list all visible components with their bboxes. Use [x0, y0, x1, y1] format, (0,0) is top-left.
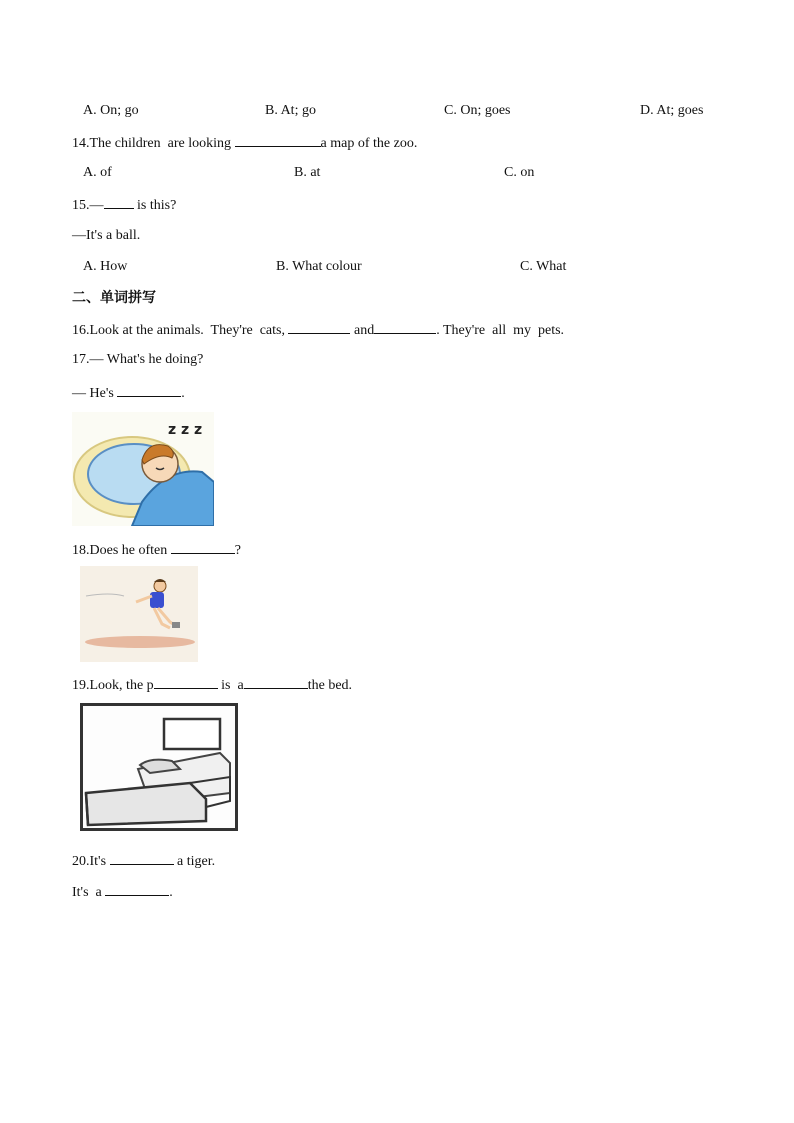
- section-heading: 二、单词拼写: [72, 290, 156, 306]
- q16-text-3: . They're all my pets.: [436, 323, 565, 338]
- q14-option-c: C. on: [504, 165, 535, 180]
- q16-text-2: and: [350, 323, 375, 338]
- q13-option-d: D. At; goes: [640, 103, 704, 118]
- q13-option-c: C. On; goes: [444, 103, 511, 118]
- question-15: [72, 195, 176, 215]
- q13-option-a: A. On; go: [83, 103, 139, 118]
- question-20: [72, 851, 215, 871]
- q17-blank[interactable]: [117, 383, 181, 397]
- q19-blank-1[interactable]: [154, 675, 218, 689]
- q14-option-b: B. at: [294, 165, 321, 180]
- q16-text-1: 16.Look at the animals. They're cats,: [72, 323, 289, 338]
- q16-blank-1[interactable]: [288, 320, 350, 334]
- question-14: [72, 133, 417, 153]
- sleeping-boy-illustration: [72, 412, 214, 526]
- q15-option-b: B. What colour: [276, 259, 362, 274]
- q17-text-before: — He's: [72, 386, 118, 401]
- q20-text-after: a tiger.: [173, 854, 216, 869]
- q15-reply: —It's a ball.: [72, 228, 141, 243]
- q20-line2-before: It's a: [72, 885, 106, 900]
- question-19: [72, 675, 352, 695]
- q20-text-before: 20.It's: [72, 854, 110, 869]
- q20-blank-1[interactable]: [110, 851, 174, 865]
- q15-option-a: A. How: [83, 259, 128, 274]
- q19-blank-2[interactable]: [244, 675, 308, 689]
- q14-blank[interactable]: [235, 133, 321, 147]
- q15-option-c: C. What: [520, 259, 567, 274]
- q18-text-after: ?: [234, 543, 241, 558]
- q14-text-before: 14.The children are looking: [72, 136, 235, 151]
- q18-blank[interactable]: [171, 540, 235, 554]
- q18-text-before: 18.Does he often: [72, 543, 171, 558]
- q17-answer-line: [72, 383, 185, 403]
- q19-text-2: is a: [217, 678, 244, 693]
- q20-blank-2[interactable]: [105, 882, 169, 896]
- bed-with-picture-illustration: [80, 703, 238, 831]
- question-18: [72, 540, 241, 560]
- q15-text-after: is this?: [133, 198, 177, 213]
- q19-text-3: the bed.: [307, 678, 353, 693]
- q15-text-before: 15.—: [72, 198, 104, 213]
- question-16: [72, 320, 564, 340]
- q14-option-a: A. of: [83, 165, 112, 180]
- q13-option-b: B. At; go: [265, 103, 316, 118]
- jumping-boy-illustration: [80, 566, 198, 662]
- question-17: 17.— What's he doing?: [72, 352, 204, 367]
- q16-blank-2[interactable]: [374, 320, 436, 334]
- q19-text-1: 19.Look, the p: [72, 678, 154, 693]
- q20-answer-line: [72, 882, 173, 902]
- q20-line2-after: .: [169, 885, 173, 900]
- q17-text-after: .: [181, 386, 185, 401]
- q14-text-after: a map of the zoo.: [320, 136, 418, 151]
- svg-text:z z z: z z z: [168, 422, 203, 438]
- q15-blank[interactable]: [104, 195, 134, 209]
